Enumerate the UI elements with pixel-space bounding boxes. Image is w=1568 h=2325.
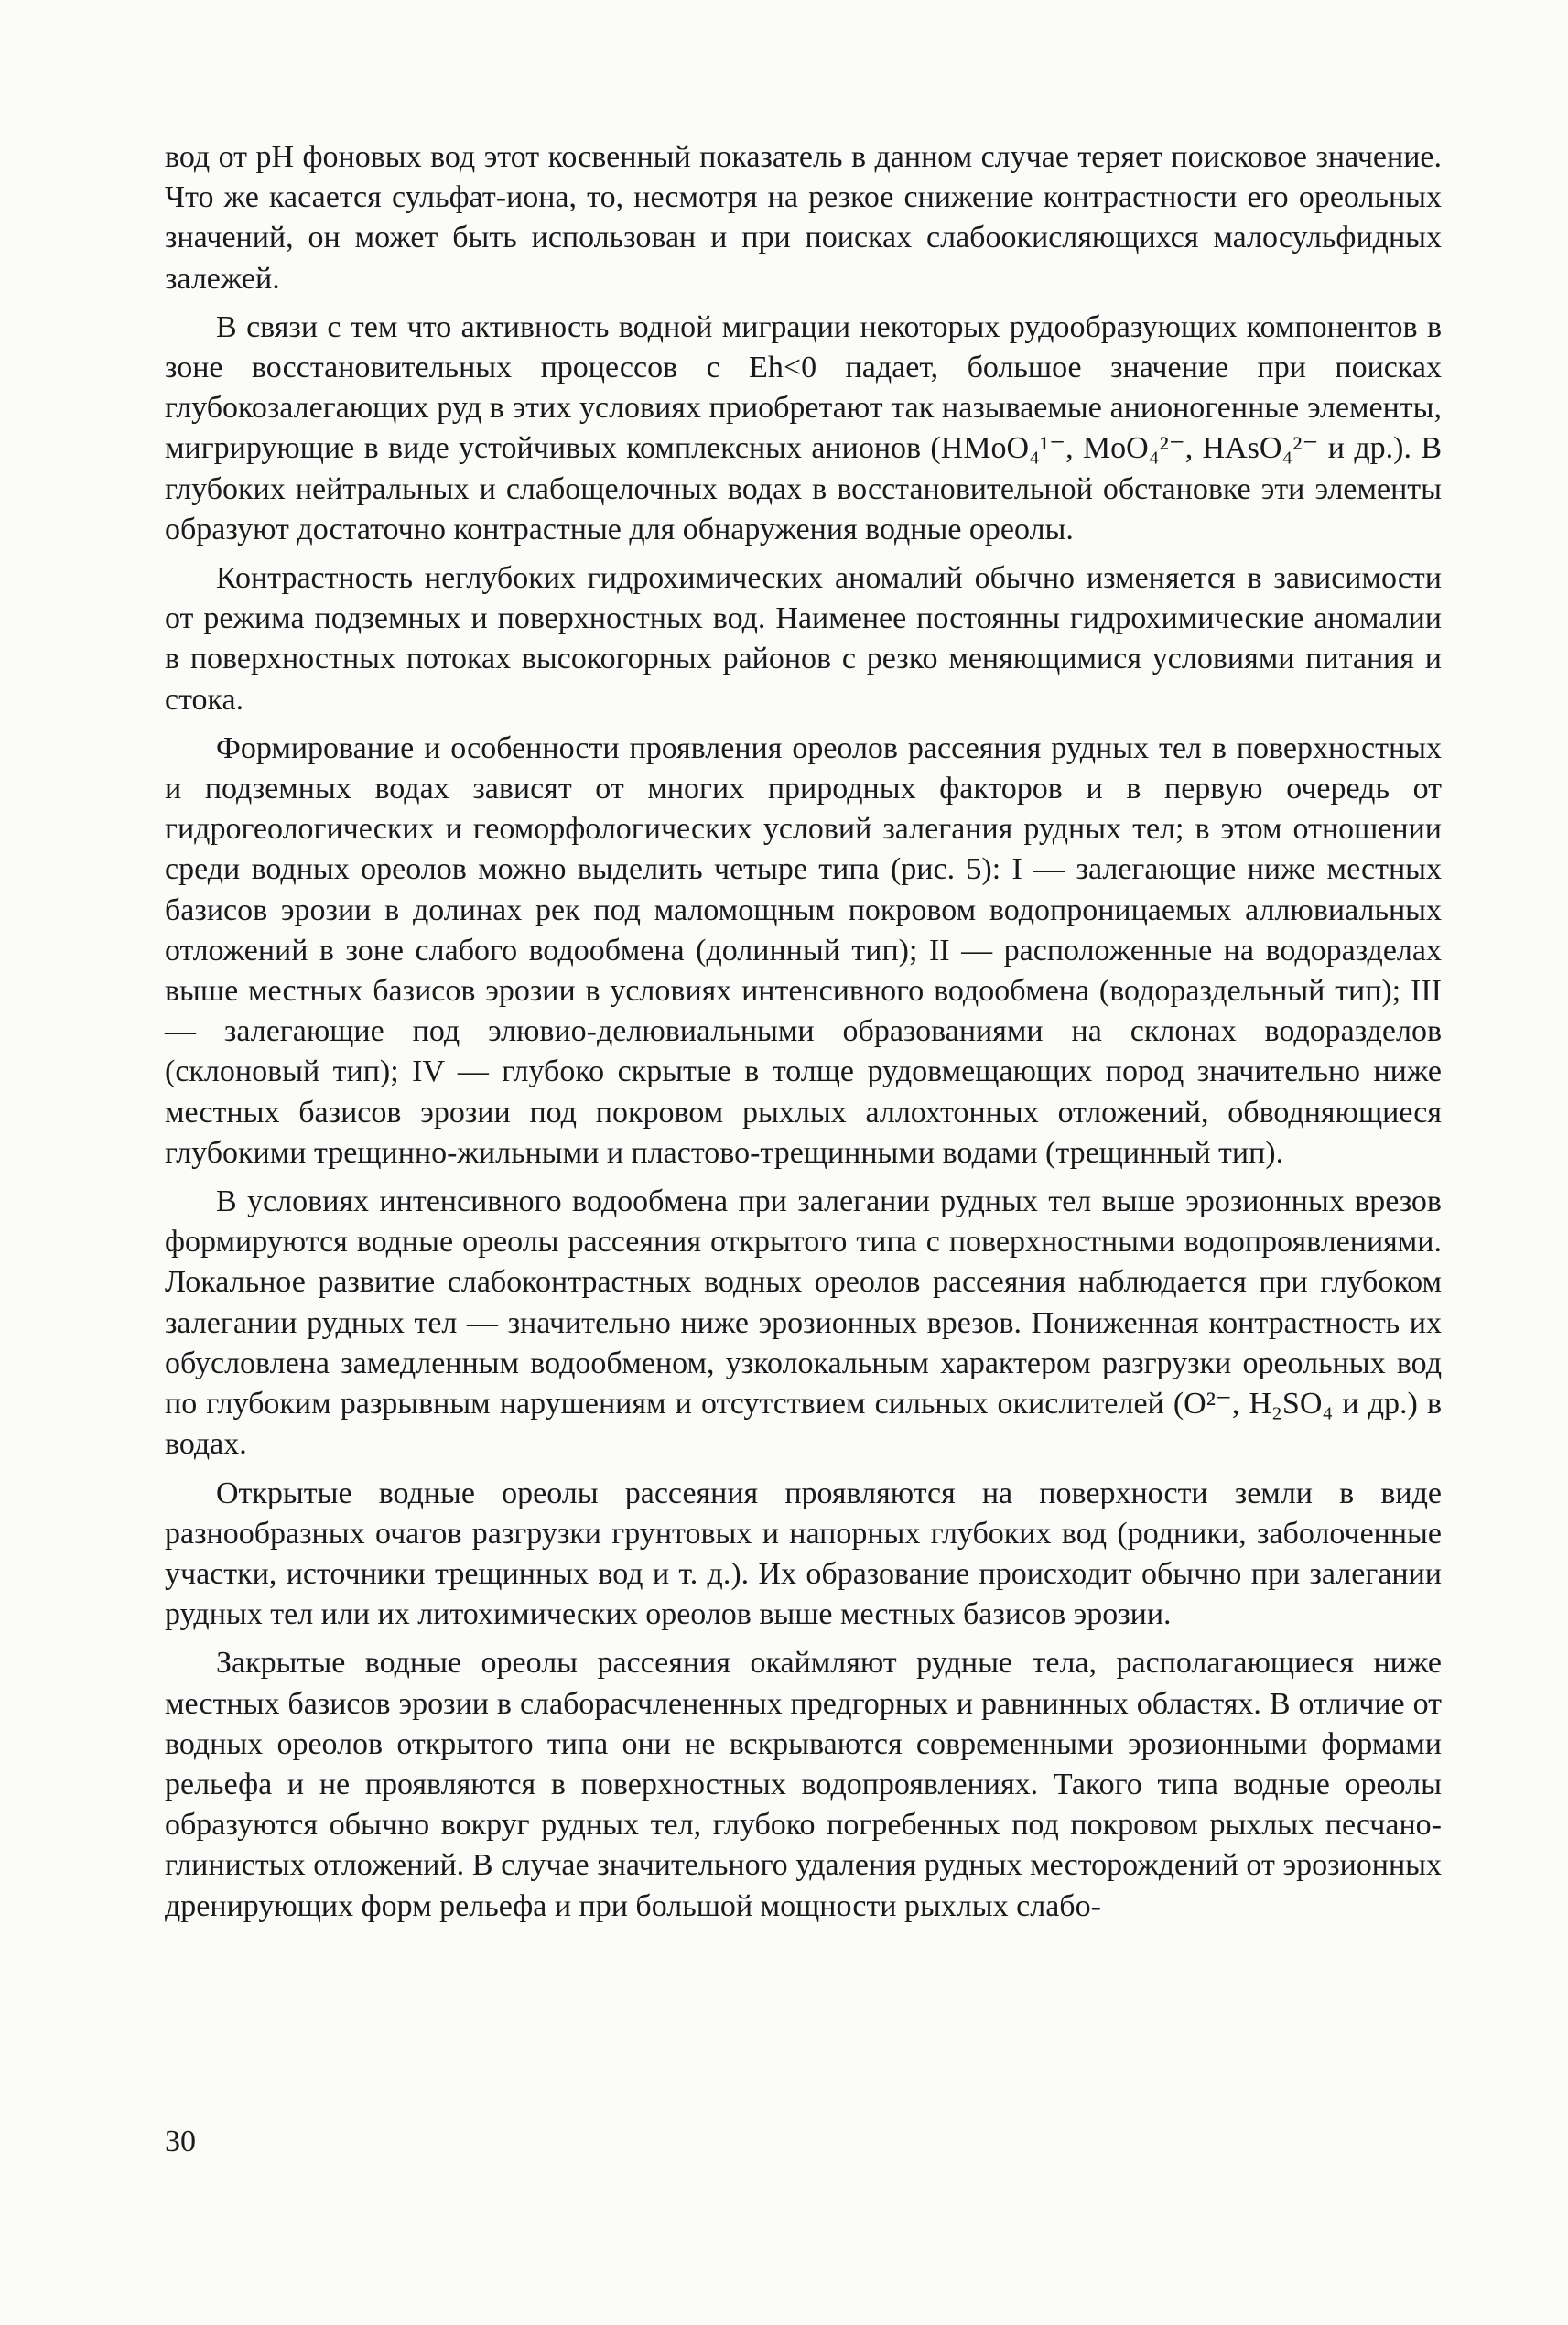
paragraph-4: Формирование и особенности проявления ореолов рассеяния рудных тел в поверхностных и подземных водах зависят от многих природных факторов и в первую очередь от гидрогеологических и геоморфологических условий залегания рудных тел; в этом отношении среди водных ореолов можно выделить четыре типа (рис. 5): I — залегающие ниже местных базисов эрозии в долинах рек под маломощным покровом водопроницаемых аллювиальных отложений в зоне слабого водообмена (долинный тип); II — расположенные на водоразделах выше местных базисов эрозии в условиях интенсивного водообмена (водораздельный тип); III — залегающие под элювио-делювиальными образованиями на склонах водоразделов (склоновый тип); IV — глубоко скрытые в толще рудовмещающих пород значительно ниже местных базисов эрозии под покровом рыхлых аллохтонных отложений, обводняющиеся глубокими трещинно-жильными и пластово-трещинными водами (трещинный тип). (165, 730, 1442, 1170)
paragraph-2: В связи с тем что активность водной миграции некоторых рудообразующих компонентов в зоне восстановительных процессов с Eh<0 падает, большое значение при поисках глубокозалегающих руд в этих условиях приобретают так называемые анионогенные элементы, мигрирующие в виде устойчивых комплексных анионов (HMoO₄¹⁻, MoO₄²⁻, HAsO₄²⁻ и др.). В глубоких нейтральных и слабощелочных водах в восстановительной обстановке эти элементы образуют достаточно контрастные для обнаружения водные ореолы. (165, 309, 1442, 546)
page-number: 30 (165, 2125, 196, 2158)
paragraph-5: В условиях интенсивного водообмена при залегании рудных тел выше эрозионных врезов формируются водные ореолы рассеяния открытого типа с поверхностными водопроявлениями. Локальное развитие слабоконтрастных водных ореолов рассеяния наблюдается при глубоком залегании рудных тел — значительно ниже эрозионных врезов. Пониженная контрастность их обусловлена замедленным водообменом, узколокальным характером разгрузки ореольных вод по глубоким разрывным нарушениям и отсутствием сильных окислителей (O²⁻, H₂SO₄ и др.) в водах. (165, 1184, 1442, 1462)
paragraph-7: Закрытые водные ореолы рассеяния окаймляют рудные тела, располагающиеся ниже местных базисов эрозии в слаборасчлененных предгорных и равнинных областях. В отличие от водных ореолов открытого типа они не вскрываются современными эрозионными формами рельефа и не проявляются в поверхностных водопроявлениях. Такого типа водные ореолы образуются обычно вокруг рудных тел, глубоко погребенных под покровом рыхлых песчано-глинистых отложений. В случае значительного удаления рудных месторождений от эрозионных дренирующих форм рельефа и при большой мощности рыхлых слабо- (165, 1646, 1442, 1923)
body-text (165, 137, 1442, 1935)
paragraph-1: вод от pH фоновых вод этот косвенный показатель в данном случае теряет поисковое значение. Что же касается сульфат-иона, то, несмотря на резкое снижение контрастности его ореольных значений, он может быть использован и при поисках слабоокисляющихся малосульфидных залежей. (165, 140, 1442, 296)
paragraph-3: Контрастность неглубоких гидрохимических аномалий обычно изменяется в зависимости от режима подземных и поверхностных вод. Наименее постоянны гидрохимические аномалии в поверхностных потоках высокогорных районов с резко меняющимися условиями питания и стока. (165, 561, 1442, 717)
paragraph-6: Открытые водные ореолы рассеяния проявляются на поверхности земли в виде разнообразных очагов разгрузки грунтовых и напорных глубоких вод (родники, заболоченные участки, источники трещинных вод и т. д.). Их образование происходит обычно при залегании рудных тел или их литохимических ореолов выше местных базисов эрозии. (165, 1476, 1442, 1632)
